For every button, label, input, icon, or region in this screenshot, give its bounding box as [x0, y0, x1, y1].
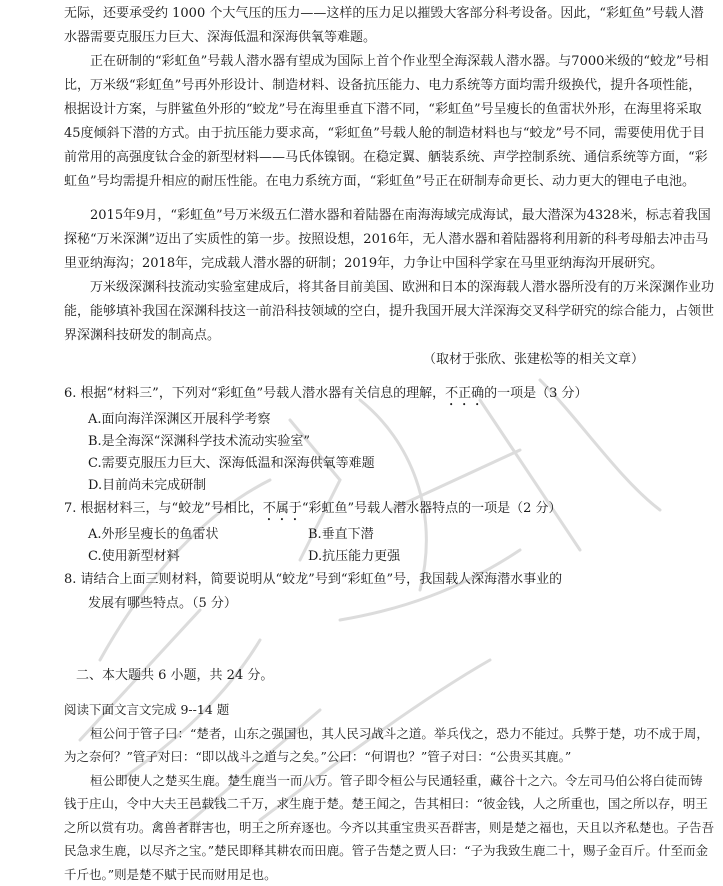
classical-paragraph: 桓公问于管子曰：“楚者，山东之强国也，其人民习战斗之道。举兵伐之，恐力不能过。兵弊于楚，功不成于周，为之奈何？”管子对曰：“即以战斗之道与之矣。”公曰：“何谓也？”管子对曰：“公贵买其鹿。”: [64, 722, 714, 769]
question-6: [64, 382, 714, 497]
passage-paragraph: 正在研制的“彩虹鱼”号载人潜水器有望成为国际上首个作业型全海深载人潜水器。与7000米级的“蛟龙”号相比，万米级“彩虹鱼”号再外形设计、制造材料、设备抗压能力、电力系统等方面均需升级换代，提升各项性能，根据设计方案，与胖鲨鱼外形的“蛟龙”号在海里垂直下潜不同，“彩虹鱼”号呈瘦长的鱼雷状外形，在海里将采取45度倾斜下潜的方式。由于抗压能力要求高，“彩虹鱼”号载人舱的制造材料也与“蛟龙”号不同，需要使用优于目前常用的高强度钛合金的新型材料——马氏体镍钢。在稳定翼、舾装系统、声学控制系统、通信系统等方面，“彩虹鱼”号均需提升相应的耐压性能。在电力系统方面，“彩虹鱼”号正在研制寿命更长、动力更大的锂电子电池。: [64, 50, 714, 194]
question-8: [64, 568, 714, 616]
emphasis-text: 不属于: [263, 501, 302, 516]
passage-paragraph: 无际，还要承受约 1000 个大气压的压力——这样的压力足以摧毁大客部分科考设备。因此，“彩虹鱼”号载人潜水器需要克服压力巨大、深海低温和深海供氧等难题。: [64, 2, 714, 50]
option-b: B.是全海深“深渊科学技术流动实验室”: [64, 431, 714, 453]
option-row: [64, 546, 714, 568]
classical-paragraph: 桓公即使人之楚买生鹿。楚生鹿当一而八万。管子即令桓公与民通轻重，藏谷十之六。令左司马伯公将白徒而铸钱于庄山，令中大夫王邑载钱二千万，求生鹿于楚。楚王闻之，告其相曰：“彼金钱，人之所重也，国之所以存，明王之所以赏有功。禽兽者群害也，明王之所弃逐也。今齐以其重宝贵买吾群害，则是楚之福也，天且以齐私楚也。子告吾民急求生鹿，以尽齐之宝。”楚民即释其耕农而田鹿。管子告楚之贾人曰：“子为我致生鹿二十，赐子金百斤。什至而金千斤也。”则是楚不赋于民而财用足也。: [64, 769, 714, 886]
question-7: [64, 497, 714, 568]
passage-paragraph: 万米级深渊科技流动实验室建成后，将其备目前美国、欧洲和日本的深海载人潜水器所没有的万米深渊作业功能，能够填补我国在深渊科技这一前沿科技领域的空白，提升我国开展大洋深海交叉科学研究的综合能力，占领世界深渊科技研发的制高点。: [64, 276, 714, 348]
emphasis-text: 不正确: [445, 386, 484, 401]
question-stem: 7. 根据材料三，与“蛟龙”号相比，不属于“彩虹鱼”号载人潜水器特点的一项是（2 分）: [64, 497, 714, 524]
option-a: A.外形呈瘦长的鱼雷状: [88, 524, 308, 546]
passage-paragraph: 2015年9月，“彩虹鱼”号万米级五仁潜水器和着陆器在南海海域完成海试，最大潜深为4328米，标志着我国探秘“万米深渊”迈出了实质性的第一步。按照设想，2016年，无人潜水器和着陆器将利用新的科考母船去冲击马里亚纳海沟；2018年，完成载人潜水器的研制；2019年，力争让中国科学家在马里亚纳海沟开展研究。: [64, 204, 714, 276]
option-d: D.抗压能力更强: [308, 546, 400, 568]
option-row: [64, 524, 714, 546]
classical-reading: [64, 698, 714, 886]
question-stem: 6. 根据“材料三”，下列对“彩虹鱼”号载人潜水器有关信息的理解，不正确的一项是（3 分）: [64, 382, 714, 409]
question-stem: 8. 请结合上面三则材料，简要说明从“蛟龙”号到“彩虹鱼”号，我国载人深海潜水事业的: [64, 568, 714, 592]
question-stem-continued: 发展有哪些特点。（5 分）: [64, 592, 714, 616]
option-b: B.垂直下潜: [308, 524, 374, 546]
section-heading: 二、本大题共 6 小题，共 24 分。: [76, 664, 714, 688]
document-body: [64, 2, 714, 886]
source-citation: （取材于张欣、张建松等的相关文章）: [64, 348, 714, 372]
reading-instruction: 阅读下面文言文完成 9--14 题: [64, 698, 714, 722]
option-a: A.面向海洋深渊区开展科学考察: [64, 409, 714, 431]
option-c: C.需要克服压力巨大、深海低温和深海供氧等难题: [64, 453, 714, 475]
option-d: D.目前尚未完成研制: [64, 475, 714, 497]
option-c: C.使用新型材料: [88, 546, 308, 568]
